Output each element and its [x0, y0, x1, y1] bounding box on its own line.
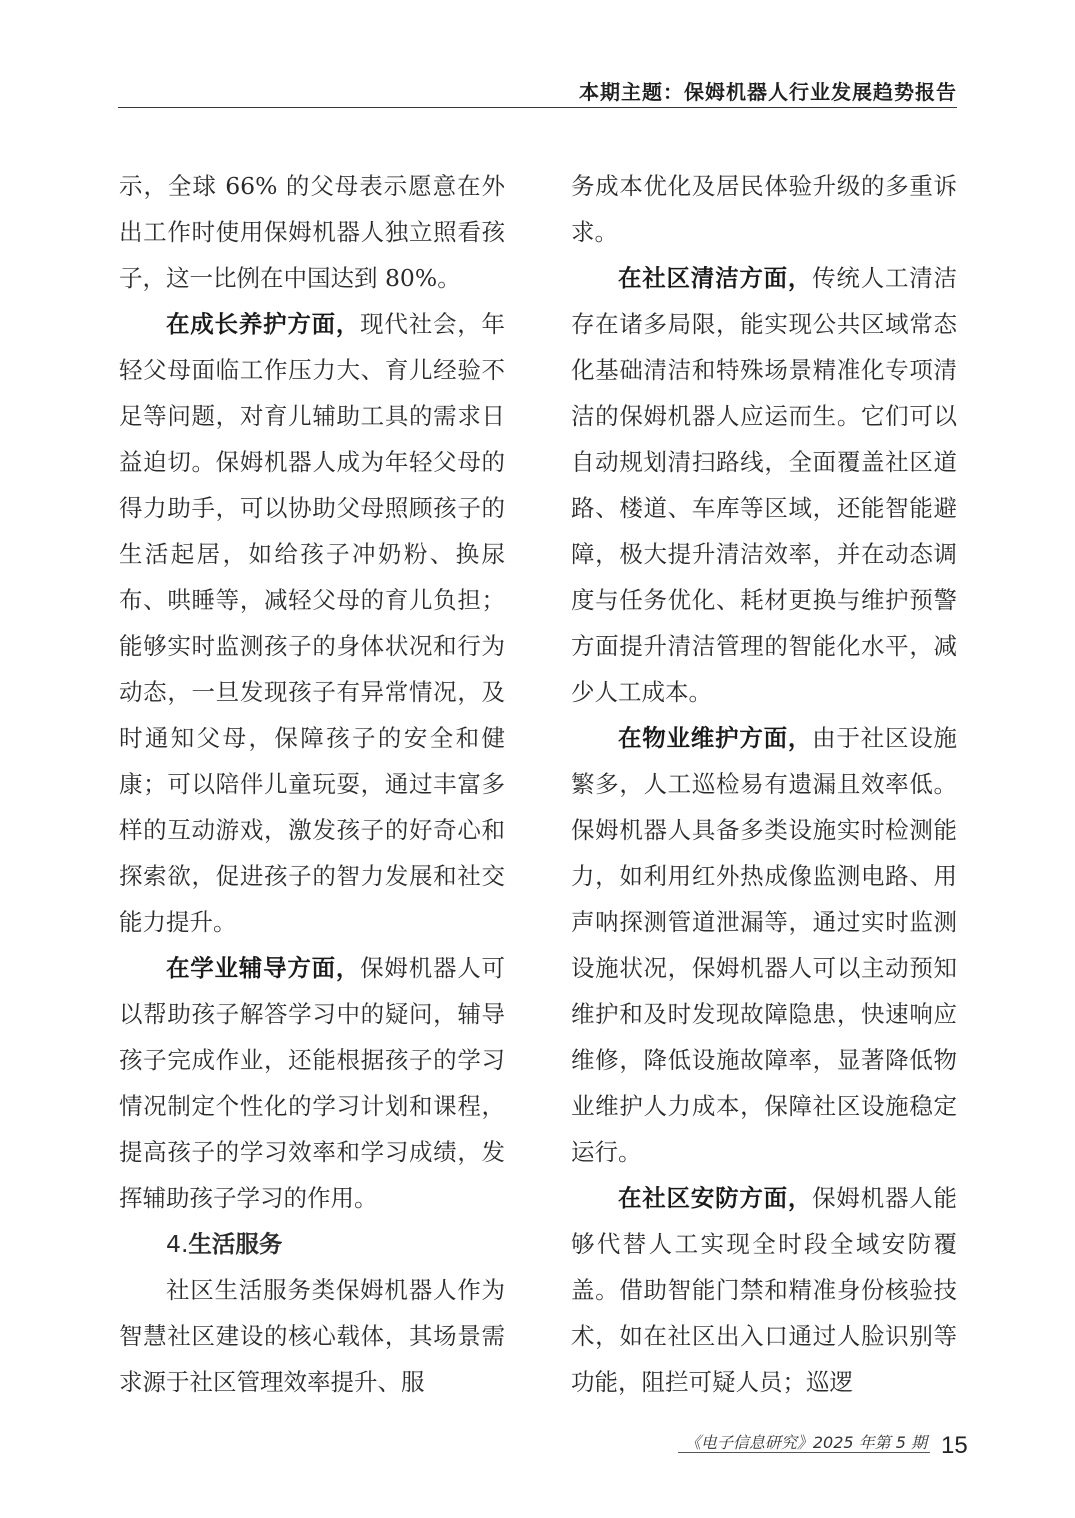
left-column	[119, 163, 505, 1405]
paragraph-body: 由于社区设施繁多，人工巡检易有遗漏且效率低。保姆机器人具备多类设施实时检测能力，如利用红外热成像监测电路、用声呐探测管道泄漏等，通过实时监测设施状况，保姆机器人可以主动预知维护和及时发现故障隐患，快速响应维修，降低设施故障率，显著降低物业维护人力成本，保障社区设施稳定运行。	[571, 724, 958, 1166]
paragraph-lead-heading: 在学业辅导方面，	[166, 954, 361, 982]
paragraph-community-cleaning	[571, 255, 957, 715]
paragraph-community-security	[571, 1175, 957, 1405]
footer-journal-citation: 《电子信息研究》2025 年第 5 期	[684, 1433, 927, 1452]
paragraph-growth-care	[119, 301, 505, 945]
section-heading-life-services	[119, 1221, 505, 1267]
paragraph-continuation: 务成本优化及居民体验升级的多重诉求。	[571, 172, 957, 246]
paragraph-property-maintenance	[571, 715, 957, 1175]
section-title: 生活服务	[188, 1230, 283, 1258]
paragraph-body: 保姆机器人可以帮助孩子解答学习中的疑问，辅导孩子完成作业，还能根据孩子的学习情况制定个性化的学习计划和课程，提高孩子的学习效率和学习成绩，发挥辅助孩子学习的作用。	[119, 954, 506, 1212]
page-number: 15	[941, 1432, 968, 1459]
paragraph-body: 传统人工清洁存在诸多局限，能实现公共区域常态化基础清洁和特殊场景精准化专项清洁的保姆机器人应运而生。它们可以自动规划清扫路线，全面覆盖社区道路、楼道、车库等区域，还能智能避障，极大提升清洁效率，并在动态调度与任务优化、耗材更换与维护预警方面提升清洁管理的智能化水平，减少人工成本。	[571, 264, 958, 706]
paragraph-study-tutoring	[119, 945, 505, 1221]
running-header-title: 本期主题：保姆机器人行业发展趋势报告	[579, 80, 957, 104]
paragraph-lead-heading: 在物业维护方面，	[618, 724, 813, 752]
right-column	[571, 163, 957, 1405]
paragraph-body: 现代社会，年轻父母面临工作压力大、育儿经验不足等问题，对育儿辅助工具的需求日益迫切。保姆机器人成为年轻父母的得力助手，可以协助父母照顾孩子的生活起居，如给孩子冲奶粉、换尿布、哄睡等，减轻父母的育儿负担；能够实时监测孩子的身体状况和行为动态，一旦发现孩子有异常情况，及时通知父母，保障孩子的安全和健康；可以陪伴儿童玩耍，通过丰富多样的互动游戏，激发孩子的好奇心和探索欲，促进孩子的智力发展和社交能力提升。	[119, 310, 506, 936]
header-divider	[118, 107, 957, 108]
paragraph-body: 保姆机器人能够代替人工实现全时段全域安防覆盖。借助智能门禁和精准身份核验技术，如在社区出入口通过人脸识别等功能，阻拦可疑人员；巡逻	[571, 1184, 958, 1396]
section-number: 4.	[166, 1230, 189, 1258]
paragraph-community-services: 社区生活服务类保姆机器人作为智慧社区建设的核心载体，其场景需求源于社区管理效率提升、服	[119, 1276, 505, 1396]
footer-divider	[678, 1452, 930, 1453]
paragraph-lead-heading: 在成长养护方面，	[166, 310, 361, 338]
paragraph-continuation: 示，全球 66% 的父母表示愿意在外出工作时使用保姆机器人独立照看孩子，这一比例在中国达到 80%。	[119, 172, 505, 292]
paragraph-lead-heading: 在社区安防方面，	[618, 1184, 813, 1212]
paragraph-lead-heading: 在社区清洁方面，	[618, 264, 813, 292]
